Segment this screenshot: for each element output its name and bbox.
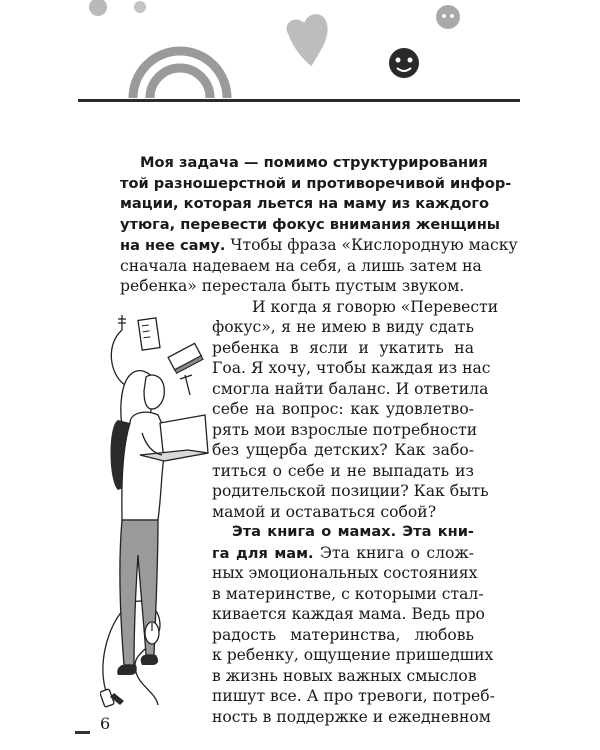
text-line: мации, которая льется на маму из каждого: [120, 195, 490, 212]
ruler-icon: [138, 318, 160, 350]
heart-shape: [285, 12, 335, 70]
usb-icon: [180, 375, 192, 395]
text-line: в жизнь новых важных смыслов: [212, 666, 477, 685]
text-line: утюга, перевести фокус внимания женщины: [120, 215, 501, 233]
text-line: в материнстве, с которыми стал-: [212, 584, 484, 603]
text-line: Гоа. Я хочу, чтобы каждая из нас: [212, 359, 491, 377]
text-line: ребенка в ясли и укатить на: [212, 338, 474, 357]
text-line: родительской позиции? Как быть: [212, 482, 489, 500]
text-line: пишут все. А про тревоги, потреб-: [212, 687, 495, 705]
text-line: себе на вопрос: как удовлетво-: [212, 400, 474, 418]
text-line: без ущерба детских? Как забо-: [212, 441, 474, 459]
text-line: радость материнства, любовь: [212, 625, 474, 644]
text-line: к ребенку, ощущение пришедших: [212, 646, 494, 664]
regular-phrase: Эта книга о слож-: [313, 543, 474, 562]
text-line: кивается каждая мама. Ведь про: [212, 605, 485, 623]
text-line: И когда я говорю «Перевести: [252, 297, 499, 316]
shoe: [117, 665, 137, 675]
woman-with-laptop-illustration: [100, 305, 220, 715]
text-line: смогла найти баланс. И ответила: [212, 379, 489, 398]
bold-phrase: на нее саму.: [120, 237, 226, 254]
text-line: ных эмоциональных состояниях: [212, 564, 478, 582]
header-rule: [78, 99, 520, 102]
face: [144, 375, 164, 409]
text-line: той разношерстной и противоречивой инфор-: [120, 174, 512, 192]
button-face-icon: [389, 48, 419, 78]
text-line: сначала надеваем на себя, а лишь затем на: [120, 256, 482, 275]
text-line: титься о себе и не выпадать из: [212, 461, 474, 480]
bold-phrase: га для мам.: [212, 544, 314, 562]
text-line: Эта книга о мамах. Эта кни-: [232, 523, 474, 540]
regular-phrase: Чтобы фраза «Кислородную маску: [225, 236, 518, 254]
text-line: ребенка» перестала быть пустым звуком.: [120, 277, 465, 295]
shirt: [122, 412, 166, 520]
book-icon: [168, 343, 203, 373]
page-number: 6: [100, 714, 111, 733]
text-line: мамой и оставаться собой?: [212, 502, 437, 521]
page-mark: [75, 731, 90, 734]
shoe: [141, 655, 158, 665]
grey-button-icon: [436, 5, 460, 29]
text-line: [120, 235, 518, 256]
text-line: фокус», я не имею в виду сдать: [212, 318, 474, 336]
text-line: рять мои взрослые потребности: [212, 420, 478, 439]
mouse-icon: [145, 622, 159, 644]
grey-dot: [89, 0, 107, 16]
rainbow-icon: [133, 51, 227, 98]
text-line: Моя задача — помимо структурирования: [140, 154, 488, 171]
small-grey-dot: [134, 1, 146, 13]
text-line: ность в поддержке и ежедневном: [212, 707, 491, 726]
header-decoration: [0, 0, 600, 110]
